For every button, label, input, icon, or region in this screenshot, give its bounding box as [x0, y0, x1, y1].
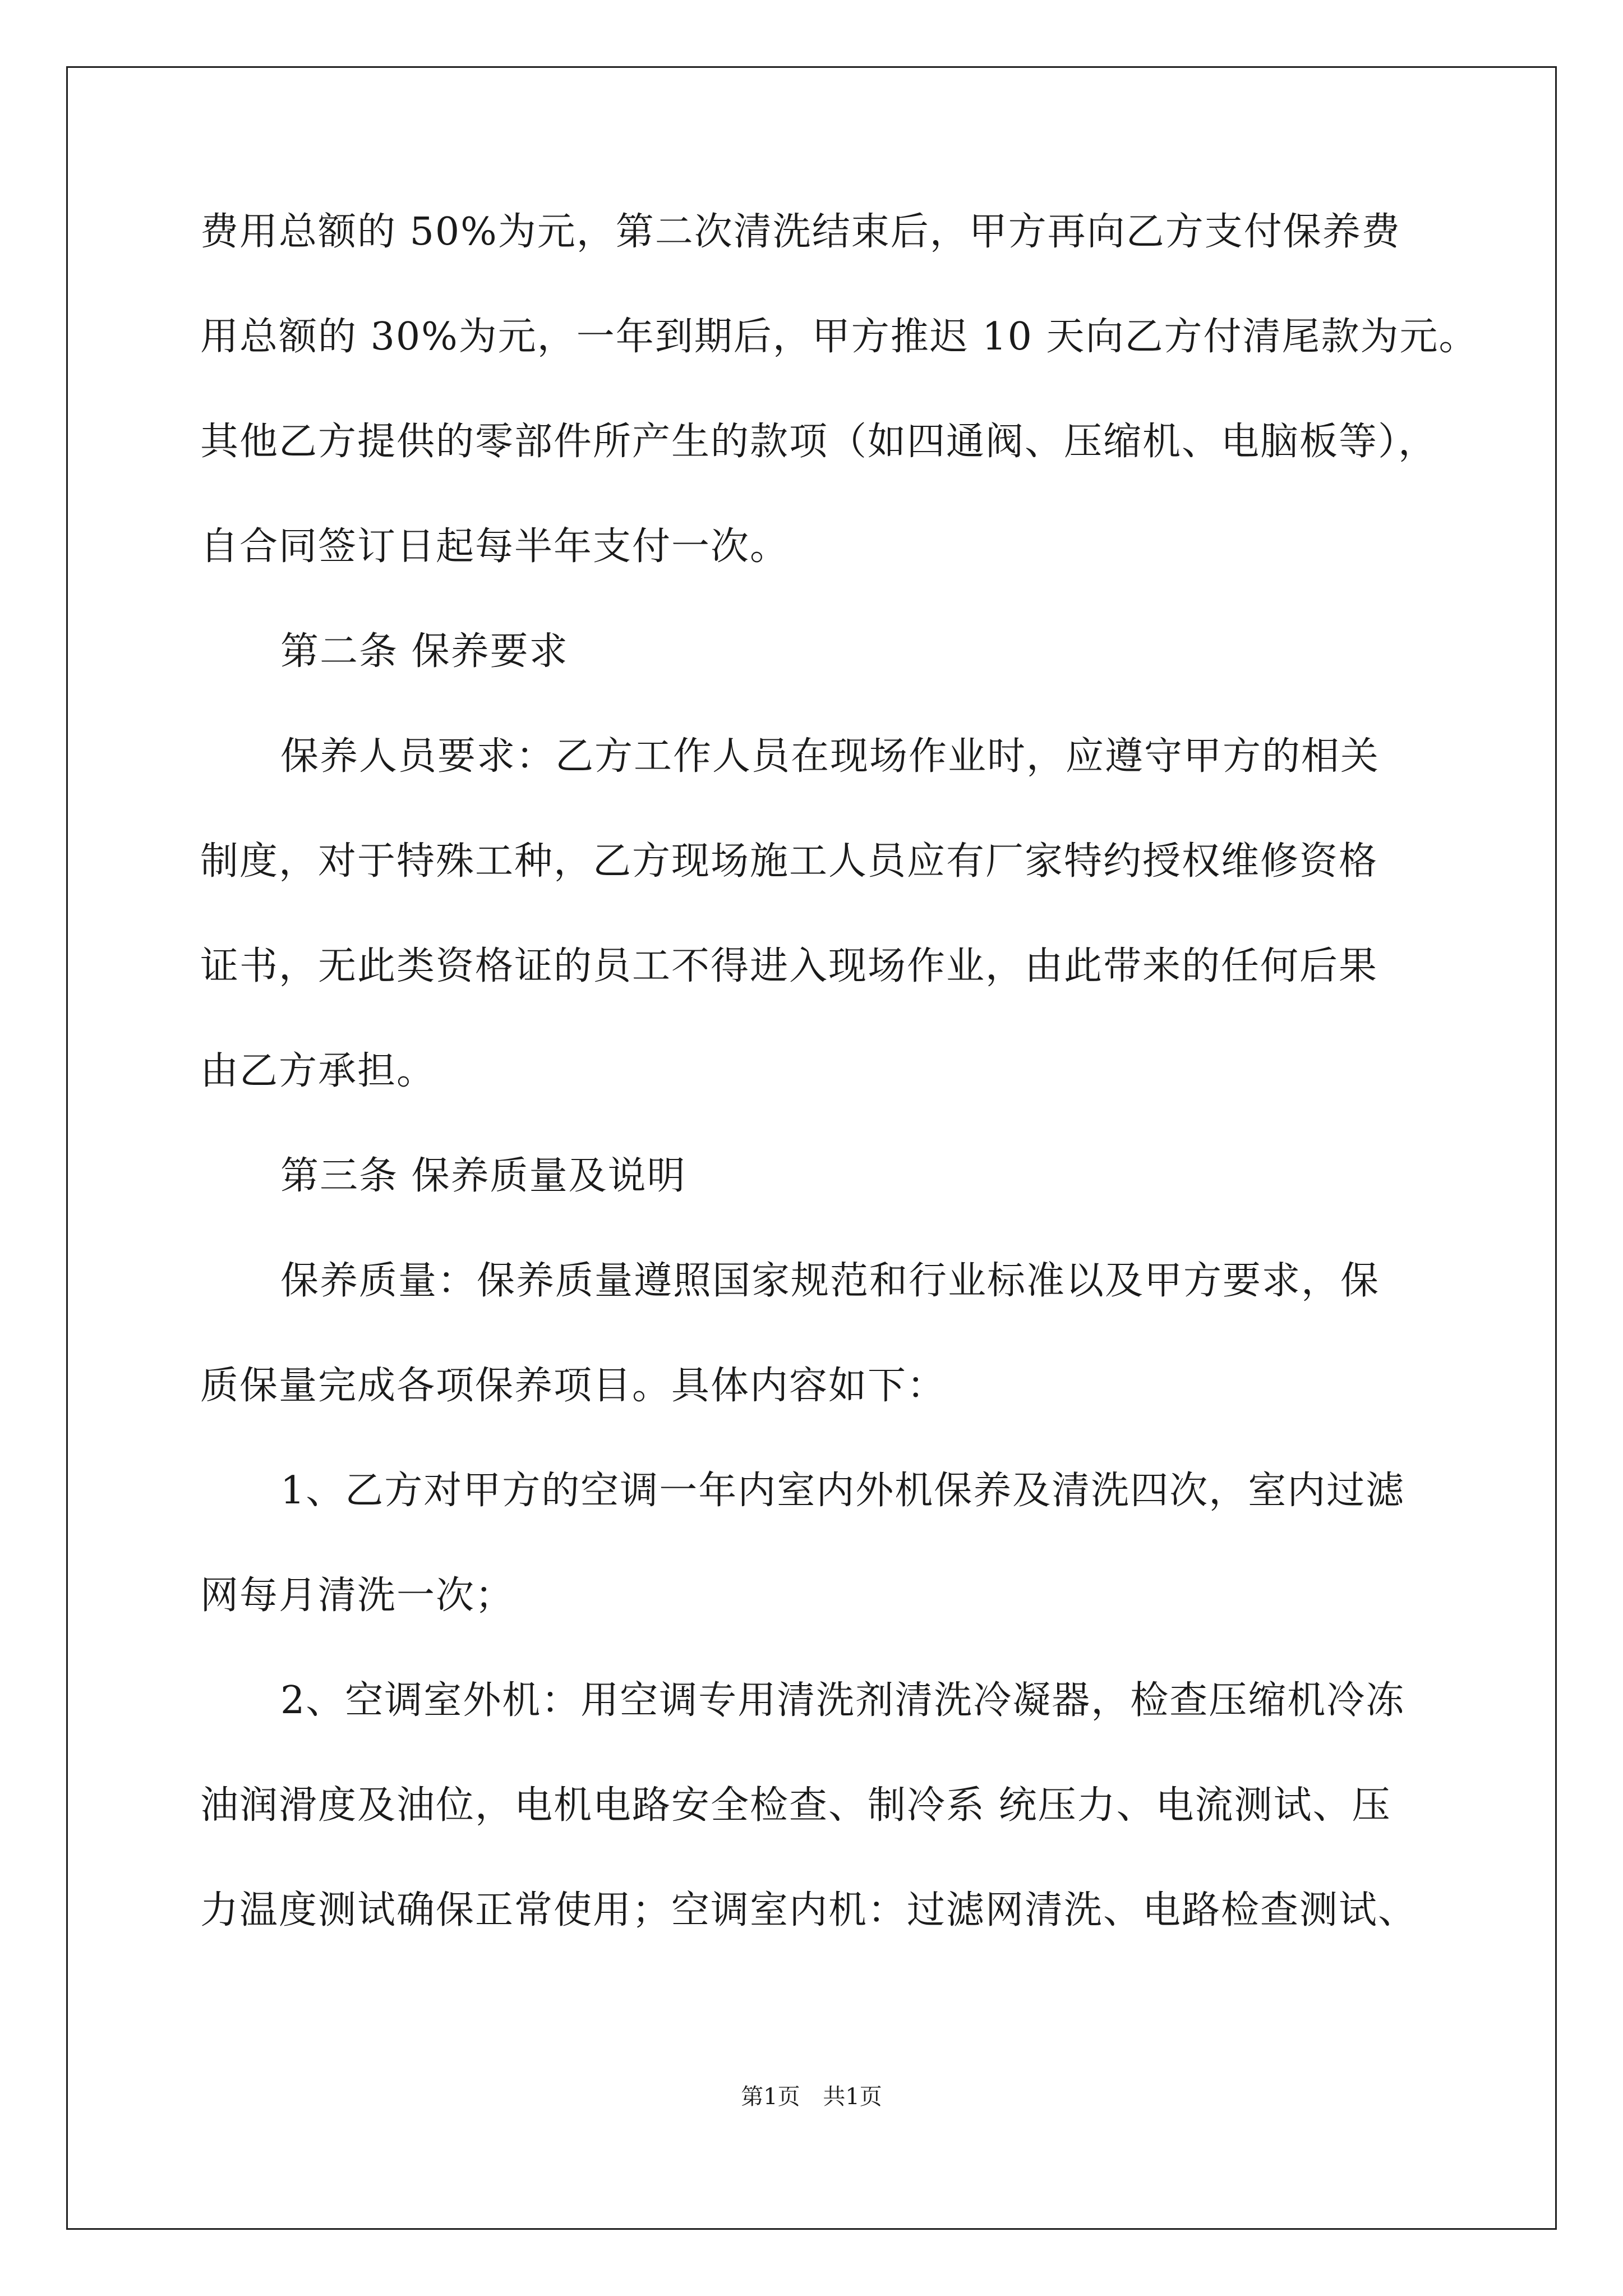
text-line: 其他乙方提供的零部件所产生的款项（如四通阀、压缩机、电脑板等）， [200, 420, 1438, 464]
text-line: 力温度测试确保正常使用；空调室内机：过滤网清洗、电路检查测试、 [200, 1888, 1418, 1932]
page-number: 第1页 [741, 2084, 800, 2110]
document-body [200, 210, 1478, 1996]
page-total: 共1页 [823, 2084, 882, 2110]
text-line: 用总额的 30%为元，一年到期后，甲方推迟 10 天向乙方付清尾款为元。 [200, 315, 1478, 359]
text-line: 网每月清洗一次； [200, 1573, 515, 1618]
section-heading: 第二条 保养要求 [280, 629, 569, 674]
section-heading: 第三条 保养质量及说明 [280, 1154, 686, 1198]
page-footer [0, 2086, 1623, 2108]
text-line: 保养人员要求：乙方工作人员在现场作业时，应遵守甲方的相关 [280, 734, 1380, 779]
text-line: 2、空调室外机：用空调专用清洗剂清洗冷凝器，检查压缩机冷冻 [280, 1678, 1405, 1723]
text-line: 证书，无此类资格证的员工不得进入现场作业，由此带来的任何后果 [200, 944, 1378, 988]
text-line: 自合同签订日起每半年支付一次。 [200, 524, 790, 569]
text-line: 质保量完成各项保养项目。具体内容如下： [200, 1364, 947, 1408]
text-line: 保养质量：保养质量遵照国家规范和行业标准以及甲方要求，保 [280, 1259, 1380, 1303]
text-line: 制度，对于特殊工种，乙方现场施工人员应有厂家特约授权维修资格 [200, 839, 1378, 884]
text-line: 油润滑度及油位，电机电路安全检查、制冷系 统压力、电流测试、压 [200, 1783, 1391, 1828]
text-line: 1、乙方对甲方的空调一年内室内外机保养及清洗四次，室内过滤 [280, 1469, 1405, 1513]
text-line: 由乙方承担。 [200, 1049, 436, 1093]
text-line: 费用总额的 50%为元，第二次清洗结束后，甲方再向乙方支付保养费 [200, 210, 1401, 254]
